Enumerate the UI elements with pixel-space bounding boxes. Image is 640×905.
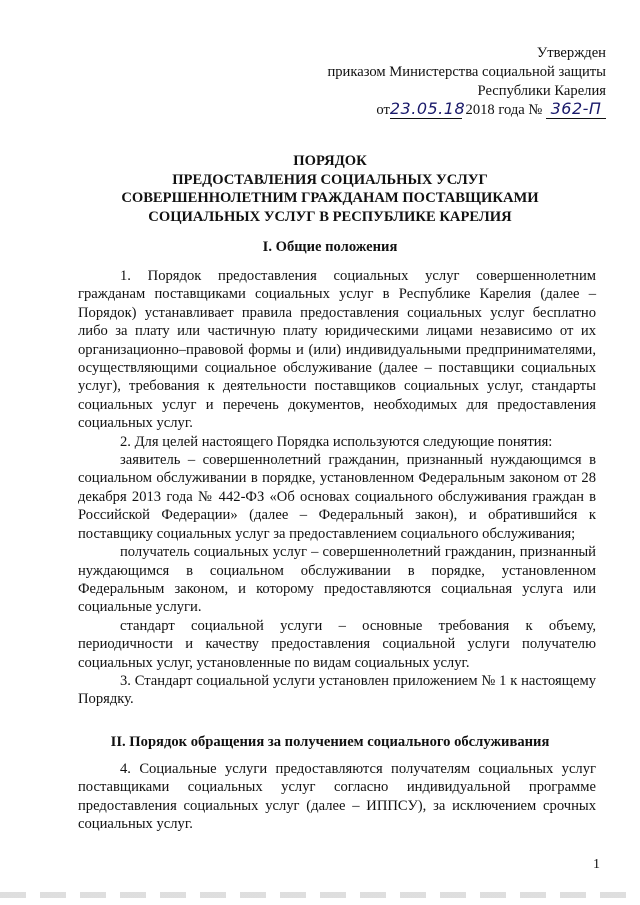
approval-line-2: приказом Министерства социальной защиты bbox=[327, 64, 606, 80]
title-line-2: ПРЕДОСТАВЛЕНИЯ СОЦИАЛЬНЫХ УСЛУГ bbox=[172, 171, 488, 188]
paragraph: получатель социальных услуг – совершеннолетний гражданин, признанный нуждающимся в социальном обслуживании в порядке, установленном Федеральным законом, и которому предоставляются социальная услуга или социальные услуги. bbox=[78, 544, 596, 616]
approval-year-text: 2018 года № bbox=[465, 102, 543, 118]
section-1-heading: I. Общие положения bbox=[262, 239, 398, 255]
approval-date-prefix: от bbox=[376, 102, 390, 118]
paragraph: заявитель – совершеннолетний гражданин, признанный нуждающимся в социальном обслуживании в порядке, установленном Федеральным законом от 28 декабря 2013 года № 442-ФЗ «Об основах социального обслуживания граждан в Российской Федерации» (далее – Федеральный закон), и обратившийся к поставщику социальных услуг за предоставлением социального обслуживания; bbox=[78, 452, 596, 542]
paragraph: 2. Для целей настоящего Порядка используются следующие понятия: bbox=[120, 433, 553, 450]
paragraph: стандарт социальной услуги – основные требования к объему, периодичности и качеству предоставления социальной услуги получателю социальных услуг, установленные по видам социальных услуг. bbox=[78, 617, 596, 671]
paragraph: 4. Социальные услуги предоставляются получателям социальных услуг поставщиками социальных услуг согласно индивидуальной программе предоставления социальных услуг (далее – ИППСУ), за исключением срочных социальных услуг. bbox=[78, 761, 596, 833]
section-2-heading: II. Порядок обращения за получением социального обслуживания bbox=[110, 734, 550, 750]
title-line-3: СОВЕРШЕННОЛЕТНИМ ГРАЖДАНАМ ПОСТАВЩИКАМИ bbox=[121, 190, 539, 206]
approval-line-3: Республики Карелия bbox=[477, 83, 606, 99]
handwritten-order-number: 362-П bbox=[550, 99, 602, 118]
page-number: 1 bbox=[593, 857, 600, 872]
scan-edge-strip bbox=[0, 892, 640, 898]
paragraph: 1. Порядок предоставления социальных услуг совершеннолетним гражданам поставщиками социальных услуг в Республике Карелия (далее – Порядок) устанавливает правила предоставления социальных услуг бесплатно либо за плату или частичную плату юридическими лицами независимо от их организационно–правовой формы и (или) индивидуальными предпринимателями, осуществляющими социальное обслуживание (далее – поставщики социальных услуг), требования к деятельности поставщиков социальных услуг, стандарты социальных услуг и перечень документов, необходимых для предоставления социальных услуг. bbox=[78, 268, 596, 432]
section-2-body bbox=[78, 760, 596, 834]
approval-line-1: Утвержден bbox=[536, 45, 606, 61]
document-title bbox=[60, 152, 600, 226]
paragraph: 3. Стандарт социальной услуги установлен приложением № 1 к настоящему Порядку. bbox=[78, 672, 596, 708]
handwritten-date: 23.05.18 bbox=[389, 99, 466, 118]
title-line-4: СОЦИАЛЬНЫХ УСЛУГ В РЕСПУБЛИКЕ КАРЕЛИЯ bbox=[148, 208, 512, 225]
title-line-1: ПОРЯДОК bbox=[293, 153, 367, 169]
approval-date-line bbox=[286, 101, 606, 120]
section-1-body bbox=[78, 267, 596, 709]
approval-stamp-block bbox=[286, 44, 606, 120]
